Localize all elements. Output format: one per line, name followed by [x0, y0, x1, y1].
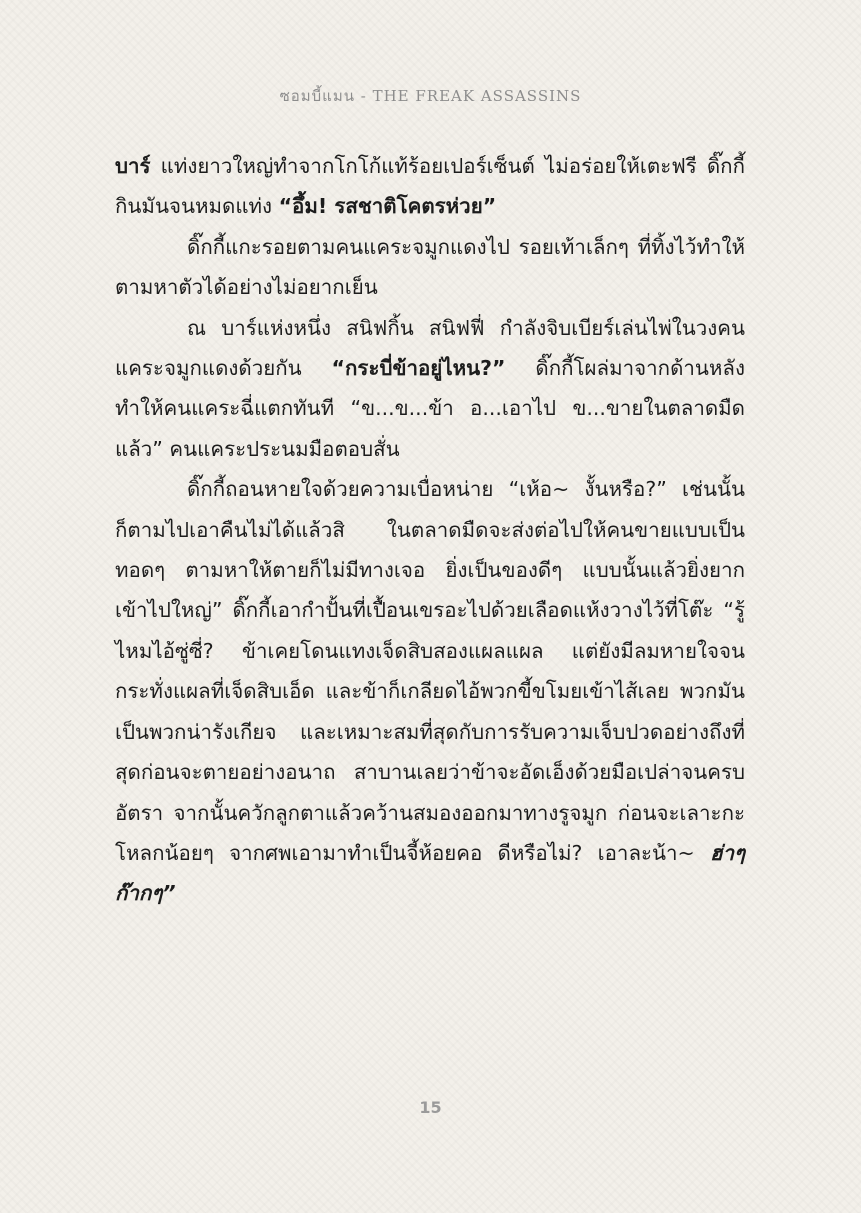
paragraph-1: [115, 146, 745, 227]
text-run: แท่งยาวใหญ่ทำจากโกโก้แท้ร้อยเปอร์เซ็นต์ ไม่อร่อยให้เตะฟรี ดิ๊กกี้กินมันจนหมดแท่ง: [115, 154, 745, 219]
laugh-bold-italic: ฮ่าๆ ก๊ากๆ”: [115, 840, 745, 906]
page-number: 15: [419, 1098, 442, 1117]
paragraph-3: [115, 308, 745, 470]
running-header: ซอมบี้แมน - THE FREAK ASSASSINS: [279, 87, 582, 105]
text-run: บาร์: [115, 154, 151, 178]
dialogue-bold: “กระบี่ข้าอยู่ไหน?”: [331, 356, 506, 381]
body-text: [115, 146, 745, 914]
text-run: ดิ๊กกี้แกะรอยตามคนแคระจมูกแดงไป รอยเท้าเล็กๆ ที่ทิ้งไว้ทำให้ตามหาตัวได้อย่างไม่อยากเย็น: [115, 234, 745, 300]
paragraph-2: [115, 227, 745, 308]
paragraph-4: [115, 469, 745, 913]
text-run: ดิ๊กกี้ถอนหายใจด้วยความเบื่อหน่าย “เห้อ~ งั้นหรือ?” เช่นนั้นก็ตามไปเอาคืนไม่ได้แล้วสิ ในตลาดมืดจะส่งต่อไปให้คนขายแบบเป็นทอดๆ ตามหาให้ตายก็ไม่มีทางเจอ ยิ่งเป็นของดีๆ แบบนั้นแล้วยิ่งยากเข้าไปใหญ่” ดิ๊กกี้เอากำปั้นที่เปื้อนเขรอะไปด้วยเลือดแห้งวางไว้ที่โต๊ะ “รู้ไหมไอ้ซู่ซี่? ข้าเคยโดนแทงเจ็ดสิบสองแผลแผล แต่ยังมีลมหายใจจนกระทั่งแผลที่เจ็ดสิบเอ็ด และข้าก็เกลียดไอ้พวกขี้ขโมยเข้าไส้เลย พวกมันเป็นพวกน่ารังเกียจ และเหมาะสมที่สุดกับการรับความเจ็บปวดอย่างถึงที่สุดก่อนจะตายอย่างอนาถ สาบานเลยว่าข้าจะอัดเอ็งด้วยมือเปล่าจนครบอัตรา จากนั้นควักลูกตาแล้วคว้านสมองออกมาทางรูจมูก ก่อนจะเลาะกะโหลกน้อยๆ จากศพเอามาทำเป็นจี้ห้อยคอ ดีหรือไม่? เอาละน้า~: [115, 477, 745, 865]
text-run: ณ บาร์แห่งหนึ่ง สนิฟกิ้น สนิฟฟี่ กำลังจิบเบียร์เล่นไพ่ในวงคนแคระจมูกแดงด้วยกัน: [115, 315, 745, 381]
text-run: ดิ๊กกี้โผล่มาจากด้านหลังทำให้คนแคระฉี่แตกทันที “ข...ข...ข้า อ...เอาไป ข...ขายในตลาดมืดแล้ว” คนแคระประนมมือตอบสั่น: [115, 356, 745, 461]
dialogue-bold: “อึ้ม! รสชาติโคตรห่วย”: [278, 194, 497, 219]
